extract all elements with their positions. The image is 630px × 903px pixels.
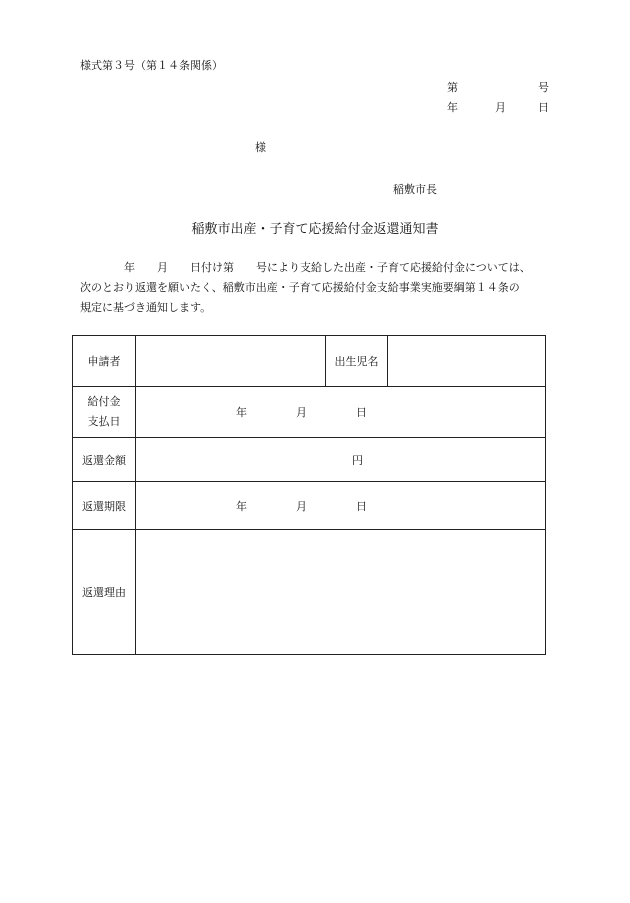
body-day-attached: 日付け第 (190, 261, 234, 274)
body-line-1 (80, 258, 550, 278)
refund-reason-value[interactable] (136, 530, 546, 655)
refund-deadline-label: 返還期限 (73, 482, 136, 530)
row-applicant (73, 336, 546, 387)
body-year: 年 (124, 261, 135, 274)
row-payment-date (73, 387, 546, 438)
row-refund-reason (73, 530, 546, 655)
payment-date-label-line-1: 給付金 (87, 395, 121, 408)
refund-deadline-month: 月 (296, 499, 307, 513)
applicant-label: 申請者 (73, 336, 136, 387)
refund-reason-label: 返還理由 (73, 530, 136, 655)
doc-no-suffix: 号 (538, 81, 549, 94)
issuer-name: 稲敷市長 (393, 183, 437, 196)
payment-date-value[interactable] (136, 387, 546, 438)
payment-date-year: 年 (236, 406, 247, 419)
body-month: 月 (157, 261, 168, 274)
body-line-2: 次のとおり返還を願いたく、稲敷市出産・子育て応援給付金支給事業実施要綱第１４条の (80, 281, 520, 294)
child-name-value[interactable] (388, 336, 546, 387)
refund-deadline-day: 日 (356, 499, 367, 513)
issue-date-month: 月 (495, 101, 506, 114)
body-line-3: 規定に基づき通知します。 (80, 301, 212, 314)
refund-amount-unit: 円 (352, 453, 363, 467)
addressee-honorific: 様 (255, 141, 266, 154)
issue-date-year: 年 (447, 101, 458, 114)
body-clause-1: 号により支給した出産・子育て応援給付金については、 (256, 261, 531, 274)
issue-date-day: 日 (538, 101, 549, 114)
document-title: 稲敷市出産・子育て応援給付金返還通知書 (191, 222, 439, 237)
refund-amount-label: 返還金額 (73, 438, 136, 482)
row-refund-deadline (73, 482, 546, 530)
payment-date-day: 日 (356, 406, 367, 419)
payment-date-label-line-2: 支払日 (87, 415, 121, 428)
doc-no-prefix: 第 (447, 81, 458, 94)
applicant-value[interactable] (136, 336, 326, 387)
refund-deadline-year: 年 (236, 499, 247, 513)
payment-date-month: 月 (296, 406, 307, 419)
child-name-label: 出生児名 (326, 336, 388, 387)
notice-body (80, 258, 550, 318)
row-refund-amount (73, 438, 546, 482)
payment-date-label (73, 387, 136, 438)
form-number: 様式第３号（第１４条関係） (80, 59, 223, 72)
refund-amount-value[interactable] (136, 438, 546, 482)
refund-deadline-value[interactable] (136, 482, 546, 530)
refund-info-table (72, 335, 546, 655)
